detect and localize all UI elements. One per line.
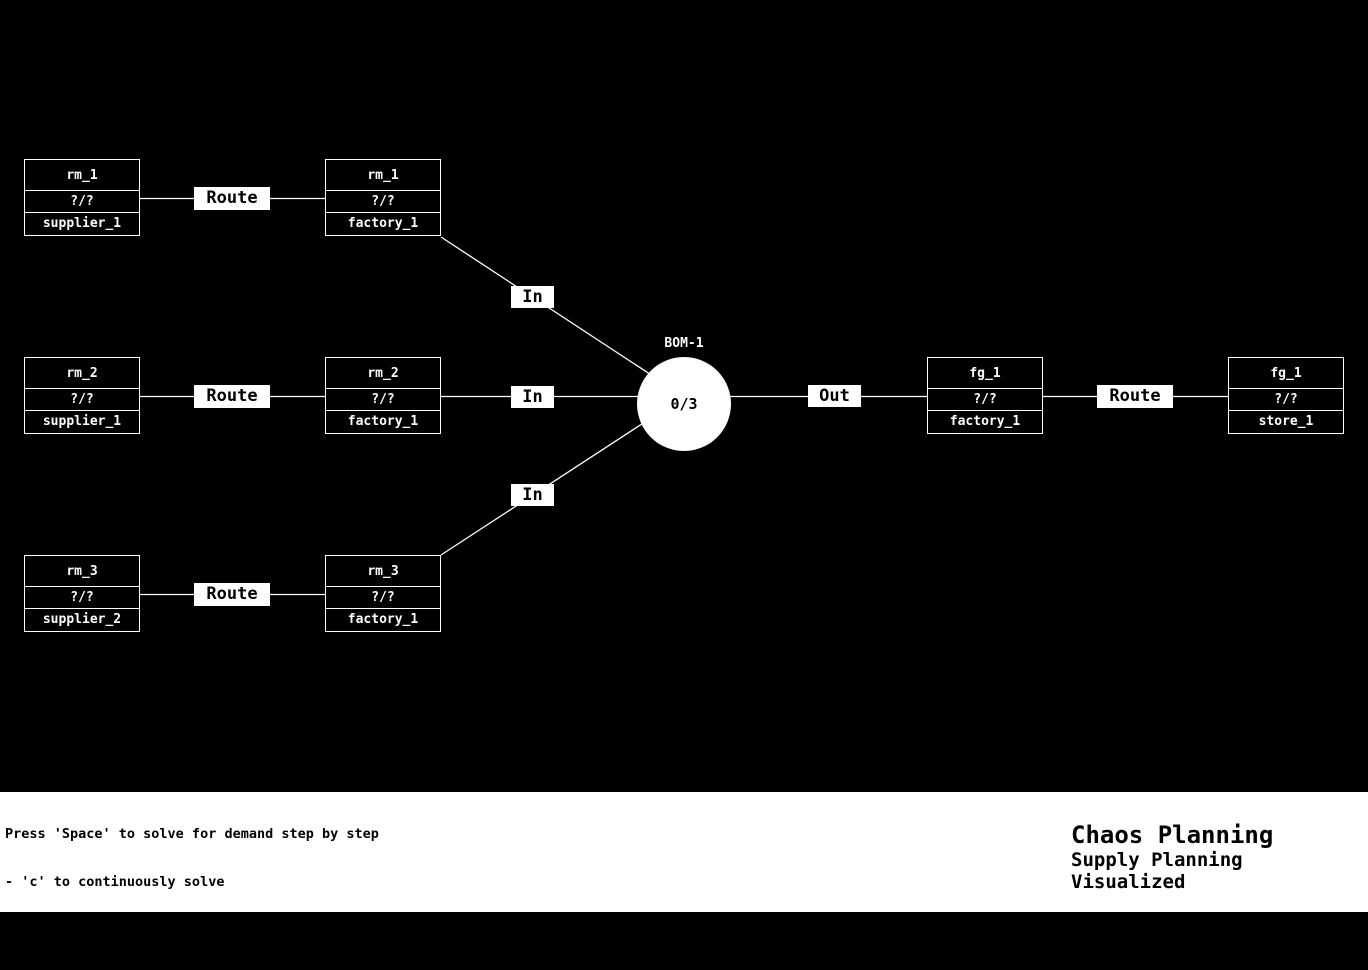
- edge-label-route-1: Route: [194, 187, 270, 210]
- instruction-line-3: - 'f' to solve fast: [5, 922, 160, 938]
- node-quantity: ?/?: [326, 191, 440, 213]
- node-location: supplier_2: [42, 612, 122, 627]
- instructions: [5, 794, 379, 970]
- node-rm3-supplier2: [24, 555, 140, 632]
- bom-node: [637, 357, 731, 451]
- node-location: factory_1: [347, 414, 419, 429]
- node-rm3-factory1: [325, 555, 441, 632]
- edge-label-route-3: Route: [194, 583, 270, 606]
- app-subtitle: Supply Planning Visualized: [1071, 849, 1243, 893]
- node-item: rm_2: [326, 358, 440, 389]
- edge-label-route-4: Route: [1097, 385, 1173, 408]
- node-item: rm_3: [25, 556, 139, 587]
- bom-node-label: BOM-1: [664, 336, 704, 351]
- node-rm2-factory1: [325, 357, 441, 434]
- node-item: rm_2: [25, 358, 139, 389]
- node-location: factory_1: [347, 612, 419, 627]
- node-quantity: ?/?: [1229, 389, 1343, 411]
- node-quantity: ?/?: [326, 587, 440, 609]
- edge-label-out: Out: [808, 385, 861, 407]
- node-location: factory_1: [949, 414, 1021, 429]
- node-location: supplier_1: [42, 216, 122, 231]
- node-location: store_1: [1258, 414, 1314, 429]
- instruction-line-1: Press 'Space' to solve for demand step by step: [5, 826, 379, 842]
- app-title: Chaos Planning: [1071, 821, 1274, 849]
- node-item: fg_1: [928, 358, 1042, 389]
- node-quantity: ?/?: [25, 389, 139, 411]
- node-quantity: ?/?: [25, 587, 139, 609]
- node-rm2-supplier1: [24, 357, 140, 434]
- node-item: rm_3: [326, 556, 440, 587]
- branding: [1071, 822, 1368, 893]
- node-fg1-factory1: [927, 357, 1043, 434]
- edge-label-route-2: Route: [194, 385, 270, 408]
- edge-label-in-2: In: [511, 386, 554, 408]
- edge-label-in-1: In: [511, 286, 554, 308]
- node-item: rm_1: [326, 160, 440, 191]
- node-quantity: ?/?: [25, 191, 139, 213]
- instruction-line-2: - 'c' to continuously solve: [5, 874, 225, 890]
- edge-label-in-3: In: [511, 484, 554, 506]
- node-item: rm_1: [25, 160, 139, 191]
- node-rm1-factory1: [325, 159, 441, 236]
- node-location: factory_1: [347, 216, 419, 231]
- node-quantity: ?/?: [928, 389, 1042, 411]
- node-quantity: ?/?: [326, 389, 440, 411]
- bom-progress: 0/3: [670, 395, 698, 413]
- node-rm1-supplier1: [24, 159, 140, 236]
- node-item: fg_1: [1229, 358, 1343, 389]
- node-fg1-store1: [1228, 357, 1344, 434]
- node-location: supplier_1: [42, 414, 122, 429]
